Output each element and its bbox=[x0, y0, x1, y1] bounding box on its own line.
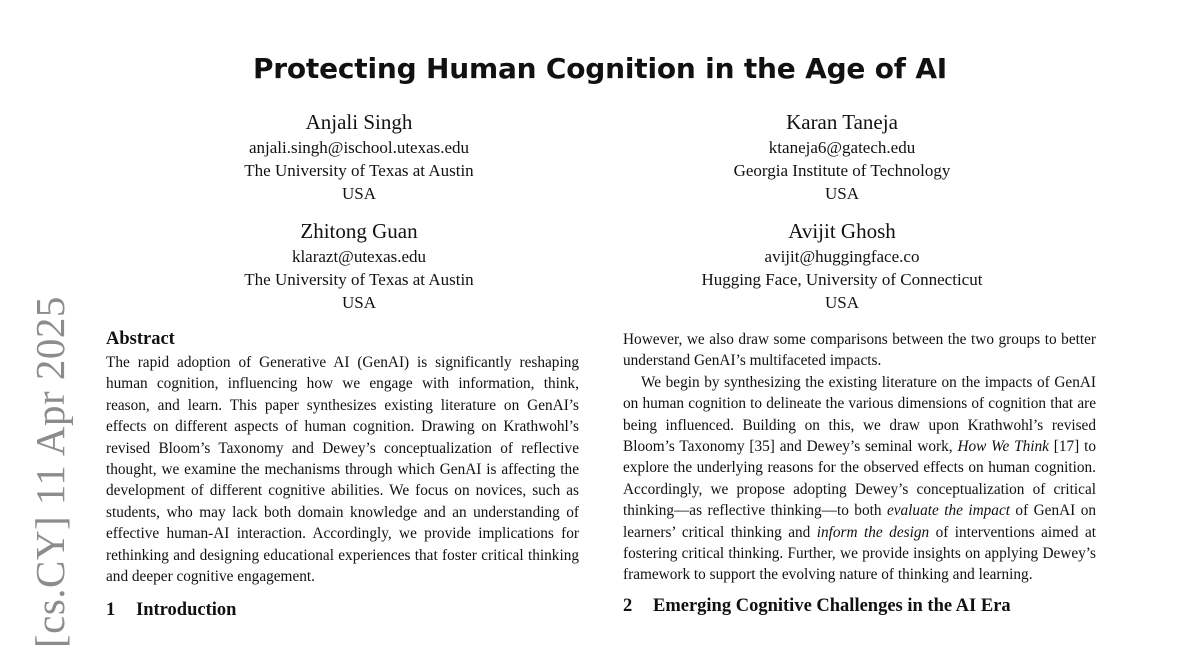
author-affiliation: The University of Texas at Austin bbox=[244, 161, 474, 180]
text-run: of GenAI on learners’ critical thinking and bbox=[623, 502, 1096, 541]
section-heading bbox=[106, 597, 579, 623]
left-column bbox=[106, 326, 579, 623]
abstract-heading: Abstract bbox=[106, 329, 175, 349]
text-run: We begin by synthesizing the existing literature on the impacts of GenAI on human cognition to delineate the various dimensions of cognition that are being influenced. Building on this, we draw upon Krathwohl’s revised Bloom’s Taxonomy [35] and Dewey’s seminal work, bbox=[623, 373, 1096, 456]
section-title: Emerging Cognitive Challenges in the AI Era bbox=[653, 595, 1011, 616]
arxiv-stamp-text: [cs.CY] 11 Apr 2025 bbox=[27, 296, 73, 648]
section-title: Introduction bbox=[136, 600, 237, 621]
author-block bbox=[632, 109, 1052, 205]
author-email[interactable]: avijit@huggingface.co bbox=[764, 247, 920, 266]
author-email[interactable]: anjali.singh@ischool.utexas.edu bbox=[248, 138, 470, 157]
author-affiliation: Georgia Institute of Technology bbox=[733, 161, 951, 180]
emphasis: inform the design bbox=[816, 523, 930, 541]
arxiv-stamp bbox=[20, 296, 80, 648]
section-number: 1 bbox=[106, 600, 116, 621]
author-affiliation: The University of Texas at Austin bbox=[244, 270, 474, 289]
text-run: of interventions aimed at fostering critical thinking. Further, we provide insights on applying Dewey’s framework to support the evolving nature of thinking and learning. bbox=[623, 523, 1096, 584]
author-name: Karan Taneja bbox=[786, 110, 898, 134]
author-email[interactable]: ktaneja6@gatech.edu bbox=[768, 138, 916, 157]
emphasis: evaluate the impact bbox=[886, 502, 1010, 520]
author-block bbox=[632, 218, 1052, 314]
author-block bbox=[149, 109, 569, 205]
section-heading bbox=[623, 593, 1096, 619]
author-name: Avijit Ghosh bbox=[788, 219, 896, 243]
section-number: 2 bbox=[623, 595, 633, 616]
text-run: [17] to explore the underlying reasons for the observed effects on human cognition. Accordingly, we propose adopting Dewey’s conceptualization of critical thinking—as reflective thinking—to both bbox=[623, 438, 1096, 520]
author-block bbox=[149, 218, 569, 314]
right-column bbox=[623, 329, 1096, 619]
author-country: USA bbox=[341, 293, 376, 312]
abstract-text: The rapid adoption of Generative AI (GenAI) is significantly reshaping human cognition, influencing how we engage with information, think, reason, and learn. This paper synthesizes existing literature on GenAI’s effects on different aspects of human cognition. Drawing on Krathwohl’s revised Bloom’s Taxonomy and Dewey’s conceptualization of reflective thought, we examine the mechanisms through which GenAI is affecting the development of different cognitive abilities. We focus on novices, such as students, who may lack both domain knowledge and an understanding of effective human-AI interaction. Accordingly, we provide implications for rethinking and designing educational experiences that foster critical thinking and deeper cognitive engagement. bbox=[106, 354, 579, 586]
paragraph bbox=[623, 372, 1096, 586]
book-title: How We Think bbox=[957, 438, 1049, 456]
author-country: USA bbox=[824, 184, 859, 203]
author-country: USA bbox=[824, 293, 859, 312]
author-email[interactable]: klarazt@utexas.edu bbox=[291, 247, 427, 266]
paper-title: Protecting Human Cognition in the Age of AI bbox=[252, 52, 948, 85]
author-country: USA bbox=[341, 184, 376, 203]
paragraph: However, we also draw some comparisons between the two groups to better understand GenAI’s multifaceted impacts. bbox=[623, 331, 1096, 370]
author-name: Zhitong Guan bbox=[300, 219, 418, 243]
author-name: Anjali Singh bbox=[305, 110, 413, 134]
author-affiliation: Hugging Face, University of Connecticut bbox=[701, 270, 983, 289]
